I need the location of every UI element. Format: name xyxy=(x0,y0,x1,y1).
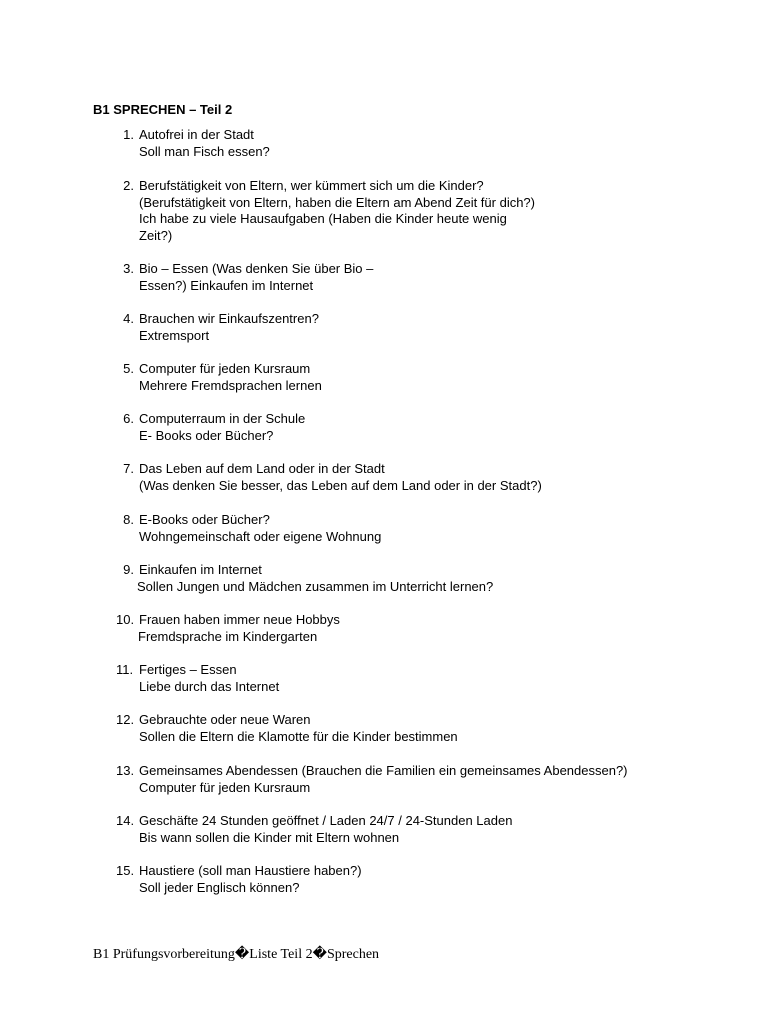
item-number: 6. xyxy=(123,411,134,426)
item-line: Sollen Jungen und Mädchen zusammen im Unterricht lernen? xyxy=(137,579,494,594)
item-line: Ich habe zu viele Hausaufgaben (Haben die Kinder heute wenig xyxy=(139,211,507,226)
item-line: Autofrei in der Stadt xyxy=(139,127,254,142)
item-line: Zeit?) xyxy=(139,228,173,243)
item-line: Computer für jeden Kursraum xyxy=(139,780,311,795)
item-line: Extremsport xyxy=(139,328,210,343)
item-number: 3. xyxy=(123,261,134,276)
item-number: 13. xyxy=(116,763,135,778)
item-line: Frauen haben immer neue Hobbys xyxy=(139,612,340,627)
item-line: (Berufstätigkeit von Eltern, haben die Eltern am Abend Zeit für dich?) xyxy=(139,195,535,210)
item-line: Mehrere Fremdsprachen lernen xyxy=(139,378,322,393)
item-line: Brauchen wir Einkaufszentren? xyxy=(139,311,319,326)
item-number: 15. xyxy=(116,863,135,878)
item-line: Wohngemeinschaft oder eigene Wohnung xyxy=(139,529,382,544)
item-line: Computerraum in der Schule xyxy=(139,411,306,426)
item-number: 10. xyxy=(116,612,135,627)
item-line: Bis wann sollen die Kinder mit Eltern wohnen xyxy=(139,830,400,845)
item-line: Geschäfte 24 Stunden geöffnet / Laden 24/7 / 24-Stunden Laden xyxy=(139,813,513,828)
page-footer: B1 Prüfungsvorbereitung�Liste Teil 2�Sprechen xyxy=(93,947,380,962)
item-line: Berufstätigkeit von Eltern, wer kümmert sich um die Kinder? xyxy=(139,178,484,193)
item-line: Essen?) Einkaufen im Internet xyxy=(139,278,314,293)
item-line: Bio – Essen (Was denken Sie über Bio – xyxy=(139,261,374,276)
item-line: (Was denken Sie besser, das Leben auf dem Land oder in der Stadt?) xyxy=(139,478,542,493)
item-line: Sollen die Eltern die Klamotte für die Kinder bestimmen xyxy=(139,729,458,744)
item-number: 2. xyxy=(123,178,134,193)
item-line: E- Books oder Bücher? xyxy=(139,428,274,443)
item-line: Fertiges – Essen xyxy=(139,662,237,677)
item-number: 1. xyxy=(123,127,134,142)
item-number: 4. xyxy=(123,311,134,326)
item-number: 5. xyxy=(123,361,134,376)
item-line: Soll man Fisch essen? xyxy=(139,144,270,159)
item-number: 11. xyxy=(116,662,134,677)
item-line: Gebrauchte oder neue Waren xyxy=(139,712,311,727)
item-line: Soll jeder Englisch können? xyxy=(139,880,300,895)
document-title: B1 SPRECHEN – Teil 2 xyxy=(93,102,233,117)
item-number: 14. xyxy=(116,813,135,828)
item-number: 9. xyxy=(123,562,134,577)
item-number: 12. xyxy=(116,712,135,727)
item-line: E-Books oder Bücher? xyxy=(139,512,270,527)
item-line: Das Leben auf dem Land oder in der Stadt xyxy=(139,461,385,476)
item-line: Liebe durch das Internet xyxy=(139,679,280,694)
item-line: Fremdsprache im Kindergarten xyxy=(138,629,318,644)
item-number: 7. xyxy=(123,461,134,476)
item-line: Einkaufen im Internet xyxy=(139,562,262,577)
item-line: Gemeinsames Abendessen (Brauchen die Familien ein gemeinsames Abendessen?) xyxy=(139,763,628,778)
item-line: Haustiere (soll man Haustiere haben?) xyxy=(139,863,362,878)
item-line: Computer für jeden Kursraum xyxy=(139,361,311,376)
item-number: 8. xyxy=(123,512,134,527)
